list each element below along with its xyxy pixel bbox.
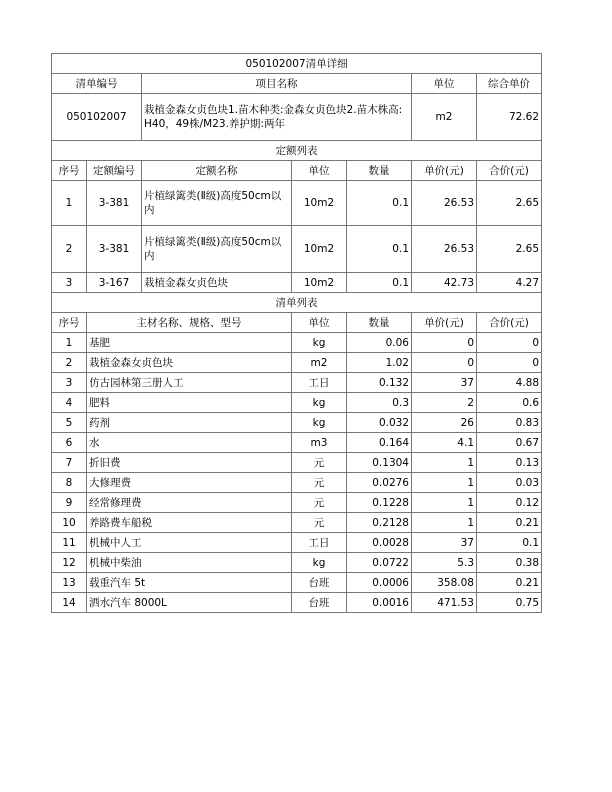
bill-detail-table xyxy=(51,53,542,613)
bill-name-header: 项目名称 xyxy=(142,74,412,94)
quota-row xyxy=(52,181,542,226)
quota-row xyxy=(52,226,542,273)
quota-qty: 0.1 xyxy=(347,226,412,273)
bill-row xyxy=(52,94,542,141)
list-total: 0.21 xyxy=(477,513,542,533)
list-name: 载重汽车 5t xyxy=(87,573,292,593)
list-row xyxy=(52,373,542,393)
list-row xyxy=(52,553,542,573)
list-unit: 工日 xyxy=(292,373,347,393)
list-header-row xyxy=(52,313,542,333)
list-unit-price: 1 xyxy=(412,513,477,533)
quota-name-header: 定额名称 xyxy=(142,161,292,181)
quota-section-row xyxy=(52,141,542,161)
quota-unit-price-header: 单价(元) xyxy=(412,161,477,181)
list-total: 0 xyxy=(477,333,542,353)
list-unit-price: 1 xyxy=(412,473,477,493)
list-name: 水 xyxy=(87,433,292,453)
list-unit: kg xyxy=(292,333,347,353)
bill-code: 050102007 xyxy=(52,94,142,141)
quota-unit: 10m2 xyxy=(292,226,347,273)
quota-unit-price: 42.73 xyxy=(412,273,477,293)
list-name: 仿古园林第三册人工 xyxy=(87,373,292,393)
bill-unit: m2 xyxy=(412,94,477,141)
list-name: 养路费车船税 xyxy=(87,513,292,533)
list-unit: 台班 xyxy=(292,593,347,613)
quota-unit-header: 单位 xyxy=(292,161,347,181)
list-row xyxy=(52,333,542,353)
list-seq: 8 xyxy=(52,473,87,493)
list-section-row xyxy=(52,293,542,313)
list-unit: 元 xyxy=(292,453,347,473)
list-seq-header: 序号 xyxy=(52,313,87,333)
list-seq: 5 xyxy=(52,413,87,433)
list-name: 基肥 xyxy=(87,333,292,353)
list-unit-price: 4.1 xyxy=(412,433,477,453)
sheet-title: 050102007清单详细 xyxy=(52,54,542,74)
list-total-header: 合价(元) xyxy=(477,313,542,333)
list-row xyxy=(52,413,542,433)
list-unit-price-header: 单价(元) xyxy=(412,313,477,333)
list-name: 洒水汽车 8000L xyxy=(87,593,292,613)
list-name: 折旧费 xyxy=(87,453,292,473)
list-unit-header: 单位 xyxy=(292,313,347,333)
list-total: 0.75 xyxy=(477,593,542,613)
list-section-title: 清单列表 xyxy=(52,293,542,313)
list-seq: 6 xyxy=(52,433,87,453)
bill-price-header: 综合单价 xyxy=(477,74,542,94)
list-seq: 11 xyxy=(52,533,87,553)
list-qty: 0.06 xyxy=(347,333,412,353)
list-qty: 0.0276 xyxy=(347,473,412,493)
bill-price: 72.62 xyxy=(477,94,542,141)
list-qty: 0.164 xyxy=(347,433,412,453)
quota-total: 2.65 xyxy=(477,181,542,226)
list-seq: 12 xyxy=(52,553,87,573)
bill-code-header: 清单编号 xyxy=(52,74,142,94)
list-unit-price: 5.3 xyxy=(412,553,477,573)
list-qty: 0.2128 xyxy=(347,513,412,533)
quota-code: 3-381 xyxy=(87,226,142,273)
list-unit-price: 0 xyxy=(412,333,477,353)
list-row xyxy=(52,493,542,513)
list-seq: 10 xyxy=(52,513,87,533)
list-qty: 0.0722 xyxy=(347,553,412,573)
quota-section-title: 定额列表 xyxy=(52,141,542,161)
list-row xyxy=(52,353,542,373)
list-total: 0.6 xyxy=(477,393,542,413)
list-qty: 1.02 xyxy=(347,353,412,373)
list-unit-price: 2 xyxy=(412,393,477,413)
quota-code-header: 定额编号 xyxy=(87,161,142,181)
list-unit: kg xyxy=(292,553,347,573)
quota-code: 3-167 xyxy=(87,273,142,293)
quota-total-header: 合价(元) xyxy=(477,161,542,181)
list-unit: kg xyxy=(292,413,347,433)
quota-unit: 10m2 xyxy=(292,273,347,293)
quota-unit-price: 26.53 xyxy=(412,181,477,226)
list-total: 0.1 xyxy=(477,533,542,553)
list-row xyxy=(52,533,542,553)
list-total: 0.38 xyxy=(477,553,542,573)
list-qty: 0.1304 xyxy=(347,453,412,473)
quota-name: 片植绿篱类(Ⅱ级)高度50cm以内 xyxy=(142,226,292,273)
list-name: 经常修理费 xyxy=(87,493,292,513)
list-unit-price: 358.08 xyxy=(412,573,477,593)
bill-header-row xyxy=(52,74,542,94)
list-unit-price: 1 xyxy=(412,493,477,513)
list-unit-price: 26 xyxy=(412,413,477,433)
list-row xyxy=(52,453,542,473)
list-unit: kg xyxy=(292,393,347,413)
quota-seq: 3 xyxy=(52,273,87,293)
list-qty: 0.0016 xyxy=(347,593,412,613)
list-row xyxy=(52,473,542,493)
list-name: 栽植金森女贞色块 xyxy=(87,353,292,373)
list-qty: 0.032 xyxy=(347,413,412,433)
list-seq: 14 xyxy=(52,593,87,613)
list-total: 0 xyxy=(477,353,542,373)
list-unit: m2 xyxy=(292,353,347,373)
list-total: 0.03 xyxy=(477,473,542,493)
quota-unit-price: 26.53 xyxy=(412,226,477,273)
list-row xyxy=(52,573,542,593)
quota-seq: 2 xyxy=(52,226,87,273)
list-row xyxy=(52,433,542,453)
list-total: 0.13 xyxy=(477,453,542,473)
list-seq: 9 xyxy=(52,493,87,513)
list-seq: 1 xyxy=(52,333,87,353)
list-name: 药剂 xyxy=(87,413,292,433)
list-name-header: 主材名称、规格、型号 xyxy=(87,313,292,333)
quota-unit: 10m2 xyxy=(292,181,347,226)
list-unit-price: 471.53 xyxy=(412,593,477,613)
list-seq: 13 xyxy=(52,573,87,593)
list-total: 0.83 xyxy=(477,413,542,433)
list-unit-price: 37 xyxy=(412,533,477,553)
list-total: 0.12 xyxy=(477,493,542,513)
list-qty: 0.0006 xyxy=(347,573,412,593)
list-row xyxy=(52,393,542,413)
list-unit-price: 37 xyxy=(412,373,477,393)
list-unit: 元 xyxy=(292,493,347,513)
bill-detail-sheet xyxy=(51,53,541,613)
list-qty: 0.0028 xyxy=(347,533,412,553)
list-total: 0.21 xyxy=(477,573,542,593)
quota-row xyxy=(52,273,542,293)
quota-seq: 1 xyxy=(52,181,87,226)
bill-unit-header: 单位 xyxy=(412,74,477,94)
list-seq: 2 xyxy=(52,353,87,373)
list-total: 0.67 xyxy=(477,433,542,453)
quota-qty-header: 数量 xyxy=(347,161,412,181)
quota-total: 2.65 xyxy=(477,226,542,273)
quota-total: 4.27 xyxy=(477,273,542,293)
list-qty-header: 数量 xyxy=(347,313,412,333)
bill-name: 栽植金森女贞色块1.苗木种类:金森女贞色块2.苗木株高:H40，49株/M23.养护期:两年 xyxy=(142,94,412,141)
list-qty: 0.3 xyxy=(347,393,412,413)
quota-code: 3-381 xyxy=(87,181,142,226)
quota-header-row xyxy=(52,161,542,181)
list-seq: 3 xyxy=(52,373,87,393)
list-seq: 4 xyxy=(52,393,87,413)
list-unit: m3 xyxy=(292,433,347,453)
list-unit-price: 0 xyxy=(412,353,477,373)
list-unit: 工日 xyxy=(292,533,347,553)
list-qty: 0.1228 xyxy=(347,493,412,513)
list-row xyxy=(52,513,542,533)
quota-qty: 0.1 xyxy=(347,273,412,293)
list-unit-price: 1 xyxy=(412,453,477,473)
list-name: 机械中柴油 xyxy=(87,553,292,573)
quota-seq-header: 序号 xyxy=(52,161,87,181)
quota-qty: 0.1 xyxy=(347,181,412,226)
list-name: 机械中人工 xyxy=(87,533,292,553)
list-unit: 元 xyxy=(292,473,347,493)
quota-name: 栽植金森女贞色块 xyxy=(142,273,292,293)
list-name: 肥料 xyxy=(87,393,292,413)
list-unit: 台班 xyxy=(292,573,347,593)
list-unit: 元 xyxy=(292,513,347,533)
list-name: 大修理费 xyxy=(87,473,292,493)
list-row xyxy=(52,593,542,613)
list-qty: 0.132 xyxy=(347,373,412,393)
list-total: 4.88 xyxy=(477,373,542,393)
title-row xyxy=(52,54,542,74)
list-seq: 7 xyxy=(52,453,87,473)
quota-name: 片植绿篱类(Ⅱ级)高度50cm以内 xyxy=(142,181,292,226)
